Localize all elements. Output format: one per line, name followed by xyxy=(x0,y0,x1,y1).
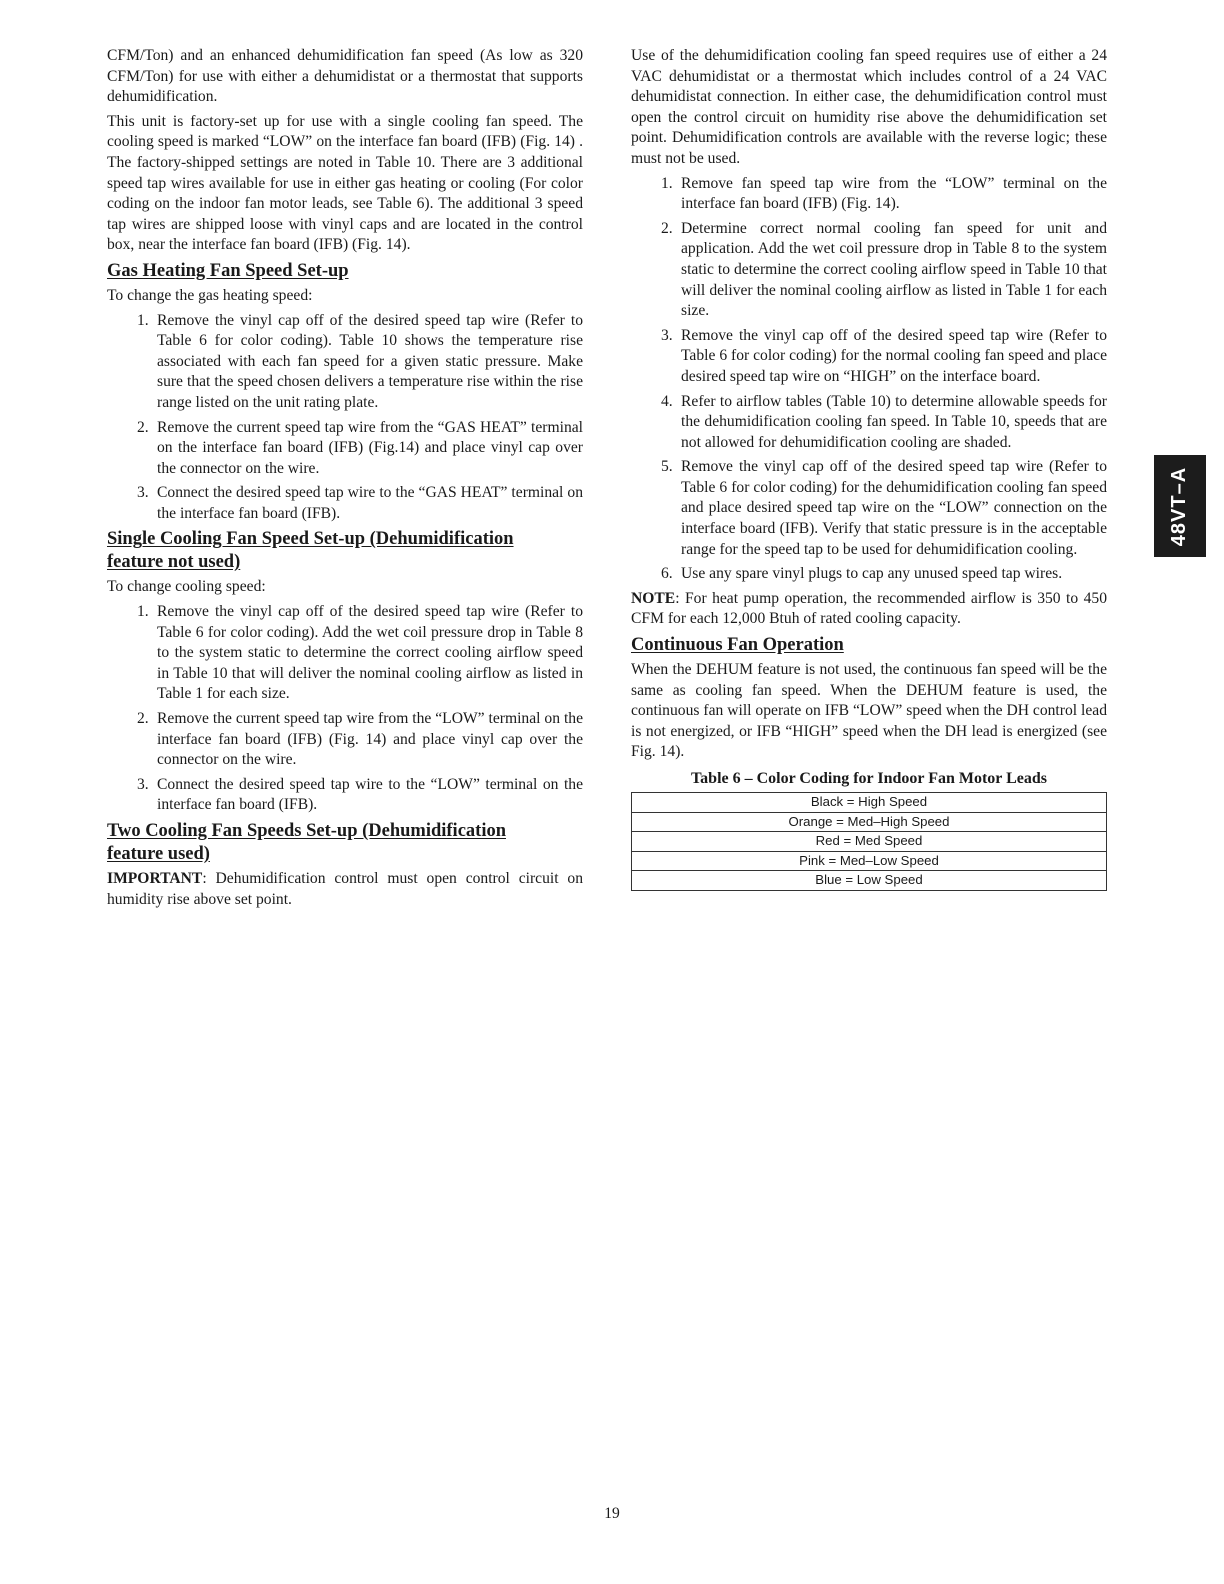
step-text: Connect the desired speed tap wire to the “GAS HEAT” terminal on the interface fan board (IFB). xyxy=(157,484,583,522)
important-label: IMPORTANT xyxy=(107,870,203,887)
right-column xyxy=(631,46,1107,891)
left-column xyxy=(107,46,583,914)
two-cooling-heading xyxy=(107,820,583,866)
step-text: Remove the vinyl cap off of the desired speed tap wire (Refer to Table 6 for color coding) for the normal cooling fan speed and place desired speed tap wire on “HIGH” on the interface board. xyxy=(681,326,1107,385)
list-item xyxy=(107,418,583,480)
step-number: 2. xyxy=(661,219,673,237)
step-text: Refer to airflow tables (Table 10) to determine allowable speeds for the dehumidification cooling fan speed. In Table 10, speeds that are not allowed for dehumidification cooling are shaded. xyxy=(681,392,1107,451)
single-cooling-heading xyxy=(107,528,583,574)
table-cell: Red = Med Speed xyxy=(632,832,1107,852)
list-item xyxy=(631,219,1107,322)
step-number: 1. xyxy=(137,311,149,329)
gas-heating-steps xyxy=(107,311,583,525)
heading-line-1: Two Cooling Fan Speeds Set-up (Dehumidification xyxy=(107,821,506,841)
step-number: 2. xyxy=(137,418,149,436)
factory-setup-paragraph: This unit is factory-set up for use with a single cooling fan speed. The cooling speed is marked “LOW” on the interface fan board (IFB) (Fig. 14) . The factory-shipped settings are noted in Table 10. There are 3 additional speed tap wires available for use in either gas heating or cooling (For color coding on the indoor fan motor leads, see Table 6). The additional 3 speed tap wires are shipped loose with vinyl caps and are located in the control box, near the interface fan board (IFB) (Fig. 14). xyxy=(107,112,583,254)
step-text: Remove the vinyl cap off of the desired speed tap wire (Refer to Table 6 for color coding). Add the wet coil pressure drop in Table 8 to the system static to determine the correct cooling airflow speed in Table 10 that will deliver the nominal cooling airflow as listed in Table 1 for each size. xyxy=(157,603,583,703)
step-number: 3. xyxy=(137,775,149,793)
list-item xyxy=(107,709,583,771)
important-text: : Dehumidification control must open control circuit on humidity rise above set point. xyxy=(107,870,583,908)
list-item xyxy=(631,564,1107,585)
gas-heating-heading: Gas Heating Fan Speed Set-up xyxy=(107,260,349,281)
step-text: Remove fan speed tap wire from the “LOW” terminal on the interface fan board (IFB) (Fig. 14). xyxy=(681,174,1107,213)
dehum-steps xyxy=(631,174,1107,585)
table-row xyxy=(632,851,1107,871)
heading-line-1: Single Cooling Fan Speed Set-up (Dehumidification xyxy=(107,529,514,550)
table-row xyxy=(632,812,1107,832)
heading-line-2: feature used) xyxy=(107,844,210,864)
single-cooling-steps xyxy=(107,602,583,816)
step-text: Use any spare vinyl plugs to cap any unused speed tap wires. xyxy=(681,565,1063,583)
table-cell: Black = High Speed xyxy=(632,793,1107,813)
color-coding-table xyxy=(631,792,1107,891)
table-cell: Blue = Low Speed xyxy=(632,871,1107,891)
table-row xyxy=(632,832,1107,852)
table-row xyxy=(632,793,1107,813)
list-item xyxy=(107,775,583,816)
model-side-tab xyxy=(1154,455,1206,557)
step-text: Remove the current speed tap wire from the “GAS HEAT” terminal on the interface fan board (IFB) (Fig.14) and place vinyl cap over the connector on the wire. xyxy=(157,418,583,477)
step-number: 1. xyxy=(137,603,149,621)
single-cooling-intro: To change cooling speed: xyxy=(107,578,266,596)
dehum-intro-paragraph: Use of the dehumidification cooling fan speed requires use of either a 24 VAC dehumidistat or a thermostat which includes control of a 24 VAC dehumidistat connection. In either case, the dehumidification control must open the control circuit on humidity rise above the dehumidification set point. Dehumidification controls are available with the reverse logic; these must not be used. xyxy=(631,47,1107,167)
table-cell: Orange = Med–High Speed xyxy=(632,812,1107,832)
step-text: Remove the current speed tap wire from the “LOW” terminal on the interface fan board (IFB) (Fig. 14) and place vinyl cap over the connector on the wire. xyxy=(157,710,583,769)
list-item xyxy=(107,602,583,705)
note-text: : For heat pump operation, the recommended airflow is 350 to 450 CFM for each 12,000 Btuh of rated cooling capacity. xyxy=(631,589,1107,628)
step-text: Connect the desired speed tap wire to the “LOW” terminal on the interface fan board (IFB). xyxy=(157,775,583,814)
list-item xyxy=(107,311,583,414)
step-text: Remove the vinyl cap off of the desired speed tap wire (Refer to Table 6 for color coding) for the dehumidification cooling fan speed and place desired speed tap wire on the “LOW” connection on the interface board (IFB). Verify that static pressure is in the acceptable range for the speed tap to be used for dehumidification cooling. xyxy=(681,458,1107,558)
continuous-fan-paragraph: When the DEHUM feature is not used, the continuous fan speed will be the same as cooling fan speed. When the DEHUM feature is used, the continuous fan will operate on IFB “LOW” speed when the DH control lead is not energized, or IFB “HIGH” speed when the DH lead is energized (see Fig. 14). xyxy=(631,661,1107,761)
table-title: Table 6 – Color Coding for Indoor Fan Motor Leads xyxy=(690,770,1048,787)
continuous-fan-heading: Continuous Fan Operation xyxy=(631,635,844,656)
step-number: 6. xyxy=(661,565,673,583)
important-paragraph xyxy=(107,869,583,910)
list-item xyxy=(631,457,1107,560)
note-label: NOTE xyxy=(631,589,676,607)
step-number: 3. xyxy=(137,484,149,502)
model-side-tab-label: 48VT–A xyxy=(1168,466,1191,546)
gas-heating-intro: To change the gas heating speed: xyxy=(107,286,313,304)
step-number: 3. xyxy=(661,326,673,344)
step-text: Determine correct normal cooling fan speed for unit and application. Add the wet coil pressure drop in Table 8 to the system static to determine the correct cooling airflow speed in Table 10 that will deliver the nominal cooling airflow as listed in Table 1 for each size. xyxy=(681,219,1107,320)
intro-paragraph: CFM/Ton) and an enhanced dehumidification fan speed (As low as 320 CFM/Ton) for use with either a dehumidistat or a thermostat that supports dehumidification. xyxy=(107,47,583,106)
list-item xyxy=(107,483,583,524)
table-row xyxy=(632,871,1107,891)
list-item xyxy=(631,392,1107,454)
step-number: 5. xyxy=(661,458,673,476)
step-number: 4. xyxy=(661,392,673,410)
list-item xyxy=(631,326,1107,388)
note-paragraph xyxy=(631,589,1107,630)
step-number: 1. xyxy=(661,174,673,192)
step-text: Remove the vinyl cap off of the desired speed tap wire (Refer to Table 6 for color coding). Table 10 shows the temperature rise associated with each fan speed for a given static pressure. Make sure that the speed chosen delivers a temperature rise within the rise range listed on the unit rating plate. xyxy=(157,311,583,411)
list-item xyxy=(631,174,1107,215)
heading-line-2: feature not used) xyxy=(107,552,241,573)
table-cell: Pink = Med–Low Speed xyxy=(632,851,1107,871)
step-number: 2. xyxy=(137,710,149,728)
page-number: 19 xyxy=(604,1505,620,1522)
